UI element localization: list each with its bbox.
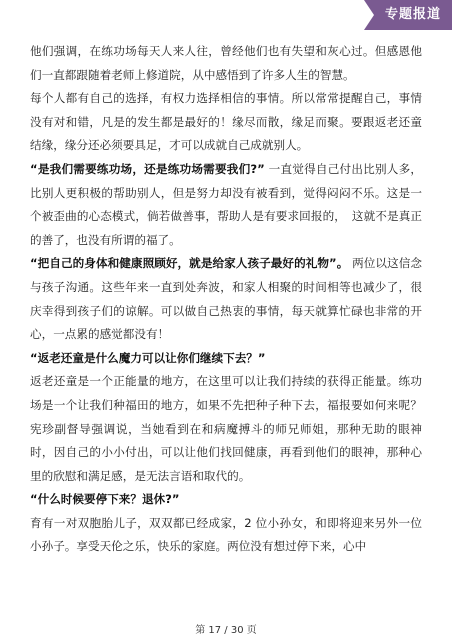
article-body xyxy=(30,40,422,559)
section-tag: 专题报道 xyxy=(374,0,452,30)
section-2-text: 两位以这信念与孩子沟通。这些年来一直到处奔波，和家人相聚的时间相等也减少了，很庆幸得到孩子们的谅解。可以做自己热衷的事情，每天就算忙碌也非常的开心，一点累的感觉都没有！ xyxy=(30,256,422,342)
section-2 xyxy=(30,252,422,346)
page-number: 第 17 / 30 页 xyxy=(195,625,257,636)
paragraph-2: 每个人都有自己的选择，有权力选择相信的事情。所以常常提醒自己，事情没有对和错，凡是的发生都是最好的！缘尽而散，缘足而聚。要跟返老还童结缘，缘分还必须要具足，才可以成就自己成就别人。 xyxy=(30,91,422,153)
section-1-heading: “是我们需要练功场，还是练功场需要我们?” xyxy=(30,161,265,176)
section-1-text: 一直觉得自己付出比别人多，比别人更积极的帮助别人，但是努力却没有被看到，觉得闷闷不乐。这是一个被歪曲的心态模式，倘若做善事，帮助人是有要求回报的， 这就不是真正的善了，也没有所谓的福了。 xyxy=(30,161,422,247)
section-2-heading: “把自己的身体和健康照顾好，就是给家人孩子最好的礼物”。 xyxy=(30,256,349,271)
section-1 xyxy=(30,158,422,252)
paragraph-1: 他们强调，在练功场每天人来人往，曾经他们也有失望和灰心过。但感恩他们一直都跟随着老师上修道院，从中感悟到了许多人生的智慧。 xyxy=(30,44,422,82)
section-3-heading: “返老还童是什么魔力可以让你们继续下去？” xyxy=(30,350,266,365)
section-3-text: 返老还童是一个正能量的地方，在这里可以让我们持续的获得正能量。练功场是一个让我们种福田的地方，如果不先把种子种下去，福报要如何来呢？宪珍副督导强调说，当她看到在和病魔搏斗的师兄师姐，那种无助的眼神时，因自己的小小付出，可以让他们找回健康，再看到他们的眼神，那种心里的欣慰和满足感，是无法言语和取代的。 xyxy=(30,374,422,483)
section-4-text: 育有一对双胞胎儿子，双双都已经成家，2 位小孙女，和即将迎来另外一位小孙子。享受天伦之乐，快乐的家庭。两位没有想过停下来，心中 xyxy=(30,515,422,554)
section-4-heading: “什么时候要停下来？退休?” xyxy=(30,492,180,507)
